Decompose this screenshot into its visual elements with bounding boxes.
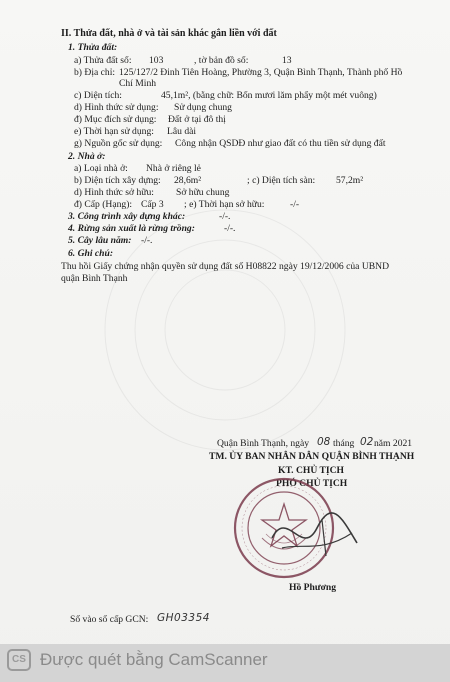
grade-label: đ) Cấp (Hạng): [74,199,133,210]
forest-value: -/-. [224,223,236,234]
register-number-value: GH03354 [157,612,210,624]
floor-area-label: ; c) Diện tích sàn: [247,175,316,186]
land-title: 1. Thửa đất: [68,42,118,53]
section-title: II. Thửa đất, nhà ở và tài sản khác gắn liền với đất [61,28,277,39]
note-label: 6. Ghi chú: [68,248,114,259]
perennial-trees-label: 5. Cây lâu năm: [68,235,132,246]
year-label: năm 2021 [374,438,413,449]
issuing-organization: TM. ỦY BAN NHÂN DÂN QUẬN BÌNH THẠNH [209,451,415,462]
construction-area-label: b) Diện tích xây dựng: [74,175,161,186]
usage-term-value: Lâu dài [167,126,197,137]
date-month: 02 [360,436,374,448]
usage-form-label: d) Hình thức sử dụng: [74,102,159,113]
address-line-1: 125/127/2 Đinh Tiên Hoàng, Phường 3, Quận Bình Thạnh, Thành phố Hồ [119,67,403,78]
usage-origin-value: Công nhận QSDĐ như giao đất có thu tiền sử dụng đất [175,138,386,149]
area-value: 45,1m², (bằng chữ: Bốn mươi lăm phẩy một mét vuông) [161,90,377,101]
address-label: b) Địa chỉ: [74,67,116,78]
floor-area-value: 57,2m² [336,175,364,186]
grade-value: Cấp 3 [141,199,164,210]
land-number-label: a) Thửa đất số: [74,55,132,66]
house-type-label: a) Loại nhà ở: [74,163,128,174]
usage-form-value: Sử dụng chung [174,102,232,113]
month-label: tháng [333,438,355,449]
register-number-label: Số vào sổ cấp GCN: [70,614,149,625]
construction-area-value: 28,6m² [174,175,202,186]
house-type-value: Nhà ở riêng lẻ [146,163,201,174]
signer-name: Hồ Phương [289,582,337,593]
usage-purpose-value: Đất ở tại đô thị [168,114,226,125]
map-sheet-value: 13 [282,55,292,66]
perennial-trees-value: -/-. [141,235,153,246]
area-label: c) Diện tích: [74,90,122,101]
usage-purpose-label: đ) Mục đích sử dụng: [74,114,157,125]
house-title: 2. Nhà ở: [68,151,106,162]
ownership-term-value: -/- [290,199,300,210]
date-day: 08 [317,436,331,448]
address-line-2: Chí Minh [119,78,157,89]
note-line-1: Thu hồi Giấy chứng nhận quyền sử dụng đất số H08822 ngày 19/12/2006 của UBND [61,261,390,272]
forest-label: 4. Rừng sản xuất là rừng trồng: [68,223,195,234]
place-date-prefix: Quận Bình Thạnh, ngày [217,438,310,449]
ownership-form-value: Sở hữu chung [176,187,230,198]
usage-term-label: e) Thời hạn sử dụng: [74,126,154,137]
camscanner-logo-icon: CS [7,649,31,671]
vice-chairman: PHÓ CHỦ TỊCH [276,478,348,489]
other-construction-value: -/-. [219,211,231,222]
ownership-term-label: ; e) Thời hạn sở hữu: [184,199,265,210]
ownership-form-label: d) Hình thức sở hữu: [74,187,154,198]
scanner-watermark-text: Được quét bằng CamScanner [40,650,268,669]
land-number-value: 103 [149,55,164,66]
note-line-2: quận Bình Thạnh [61,273,128,284]
handwritten-signature [262,498,372,568]
map-sheet-label: , tờ bản đồ số: [194,55,249,66]
usage-origin-label: g) Nguồn gốc sử dụng: [74,138,163,149]
kt-chairman: KT. CHỦ TỊCH [278,465,345,476]
other-construction-label: 3. Công trình xây dựng khác: [68,211,186,222]
